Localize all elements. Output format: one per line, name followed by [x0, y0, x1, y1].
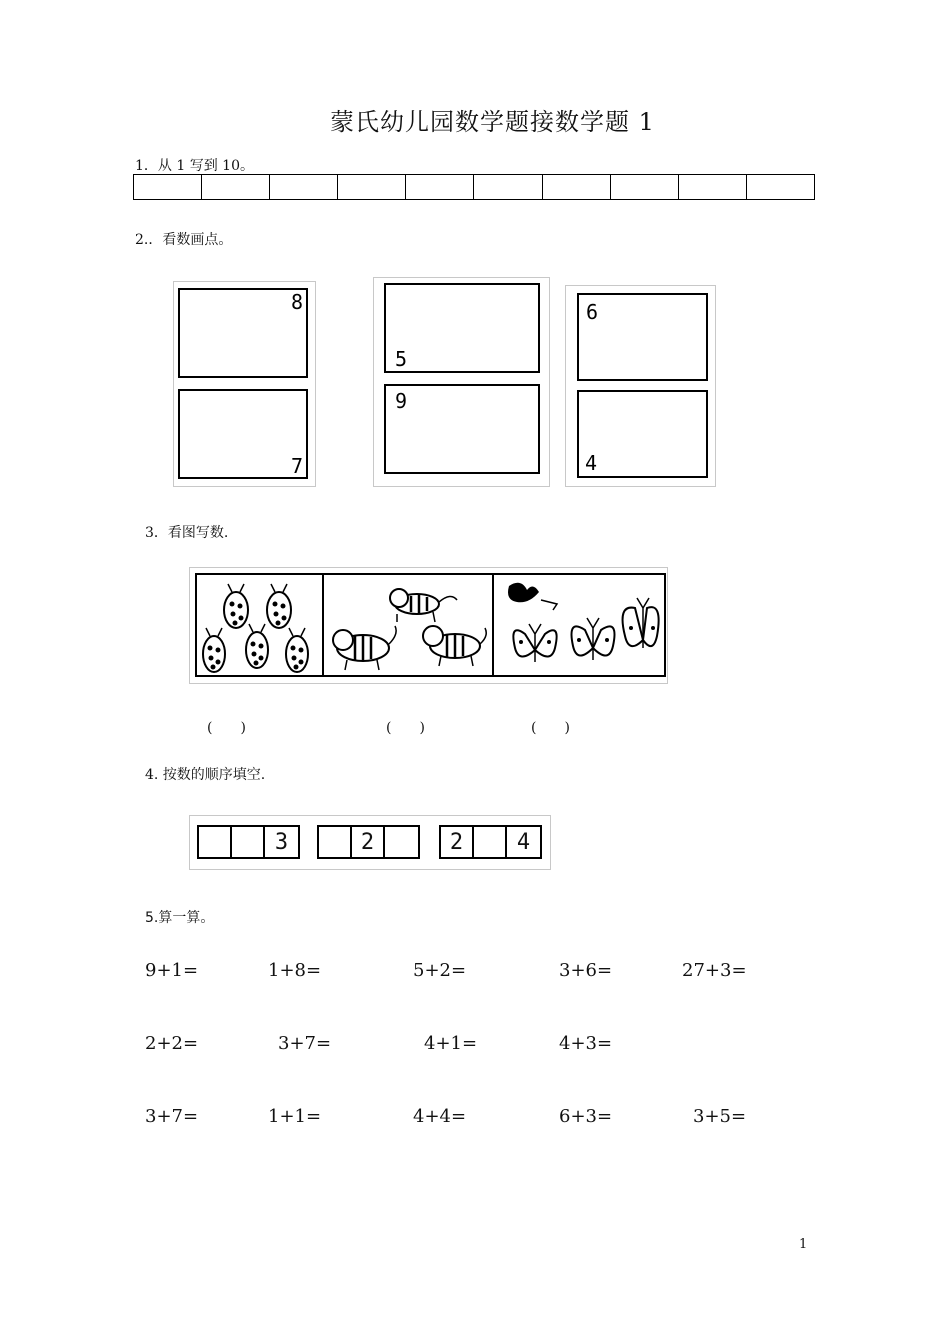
sequence-cell: 2	[441, 827, 474, 857]
sequence-cell: 2	[352, 827, 385, 857]
answer-blank[interactable]: ( )	[531, 720, 570, 736]
equation[interactable]: 3+6=	[559, 960, 613, 981]
box-number: 7	[290, 454, 303, 478]
equation[interactable]: 4+3=	[559, 1033, 613, 1054]
equation[interactable]: 9+1=	[145, 960, 199, 981]
dot-box[interactable]	[384, 283, 540, 373]
answer-cell[interactable]	[679, 175, 747, 199]
answer-cell[interactable]	[406, 175, 474, 199]
equation[interactable]: 4+1=	[424, 1033, 478, 1054]
sequence-cell[interactable]	[199, 827, 232, 857]
equation[interactable]: 3+5=	[693, 1106, 747, 1127]
equation[interactable]: 1+1=	[268, 1106, 322, 1127]
dot-box[interactable]	[178, 389, 308, 479]
dot-box[interactable]	[384, 384, 540, 474]
answer-cell[interactable]	[747, 175, 814, 199]
number-sequence	[197, 825, 300, 859]
box-number: 5	[395, 347, 408, 371]
equation[interactable]: 27+3=	[682, 960, 747, 981]
answer-blank[interactable]: ( )	[207, 720, 246, 736]
answer-cell[interactable]	[270, 175, 338, 199]
sequence-cell: 3	[274, 829, 289, 855]
equation[interactable]: 5+2=	[413, 960, 467, 981]
sequence-cell: 4	[516, 829, 531, 855]
equation[interactable]: 1+8=	[268, 960, 322, 981]
cat-group	[325, 584, 491, 674]
box-number: 4	[585, 451, 598, 475]
number-writing-grid	[133, 174, 815, 200]
question-3-label: 3．看图写数.	[145, 525, 229, 541]
ladybug-group	[199, 580, 317, 676]
page-title: 蒙氏幼儿园数学题接数学题 1	[330, 108, 655, 136]
dot-box[interactable]	[178, 288, 308, 378]
question-1-label: 1．从 1 写到 10。	[135, 158, 254, 174]
equation[interactable]: 6+3=	[559, 1106, 613, 1127]
equation[interactable]: 3+7=	[145, 1106, 199, 1127]
number-sequence	[439, 825, 542, 859]
sequence-cell[interactable]	[232, 827, 265, 857]
equation[interactable]: 3+7=	[278, 1033, 332, 1054]
answer-blank[interactable]: ( )	[386, 720, 425, 736]
sequence-cell[interactable]	[385, 827, 418, 857]
butterfly-group	[497, 578, 663, 674]
answer-cell[interactable]	[338, 175, 406, 199]
dot-box[interactable]	[577, 390, 708, 478]
equation[interactable]: 2+2=	[145, 1033, 199, 1054]
answer-cell[interactable]	[474, 175, 542, 199]
answer-cell[interactable]	[134, 175, 202, 199]
answer-cell[interactable]	[543, 175, 611, 199]
sequence-cell[interactable]	[474, 827, 507, 857]
box-number: 8	[290, 290, 303, 314]
answer-cell[interactable]	[611, 175, 679, 199]
page-number: 1	[799, 1237, 808, 1252]
equation[interactable]: 4+4=	[413, 1106, 467, 1127]
box-number: 9	[395, 389, 408, 413]
question-5-label: 5.算一算。	[145, 910, 215, 926]
box-number: 6	[586, 300, 599, 324]
number-sequence	[317, 825, 420, 859]
question-2-label: 2.．看数画点。	[135, 232, 233, 248]
sequence-cell[interactable]	[319, 827, 352, 857]
dot-box[interactable]	[577, 293, 708, 381]
answer-cell[interactable]	[202, 175, 270, 199]
question-4-label: 4. 按数的顺序填空.	[145, 767, 266, 783]
